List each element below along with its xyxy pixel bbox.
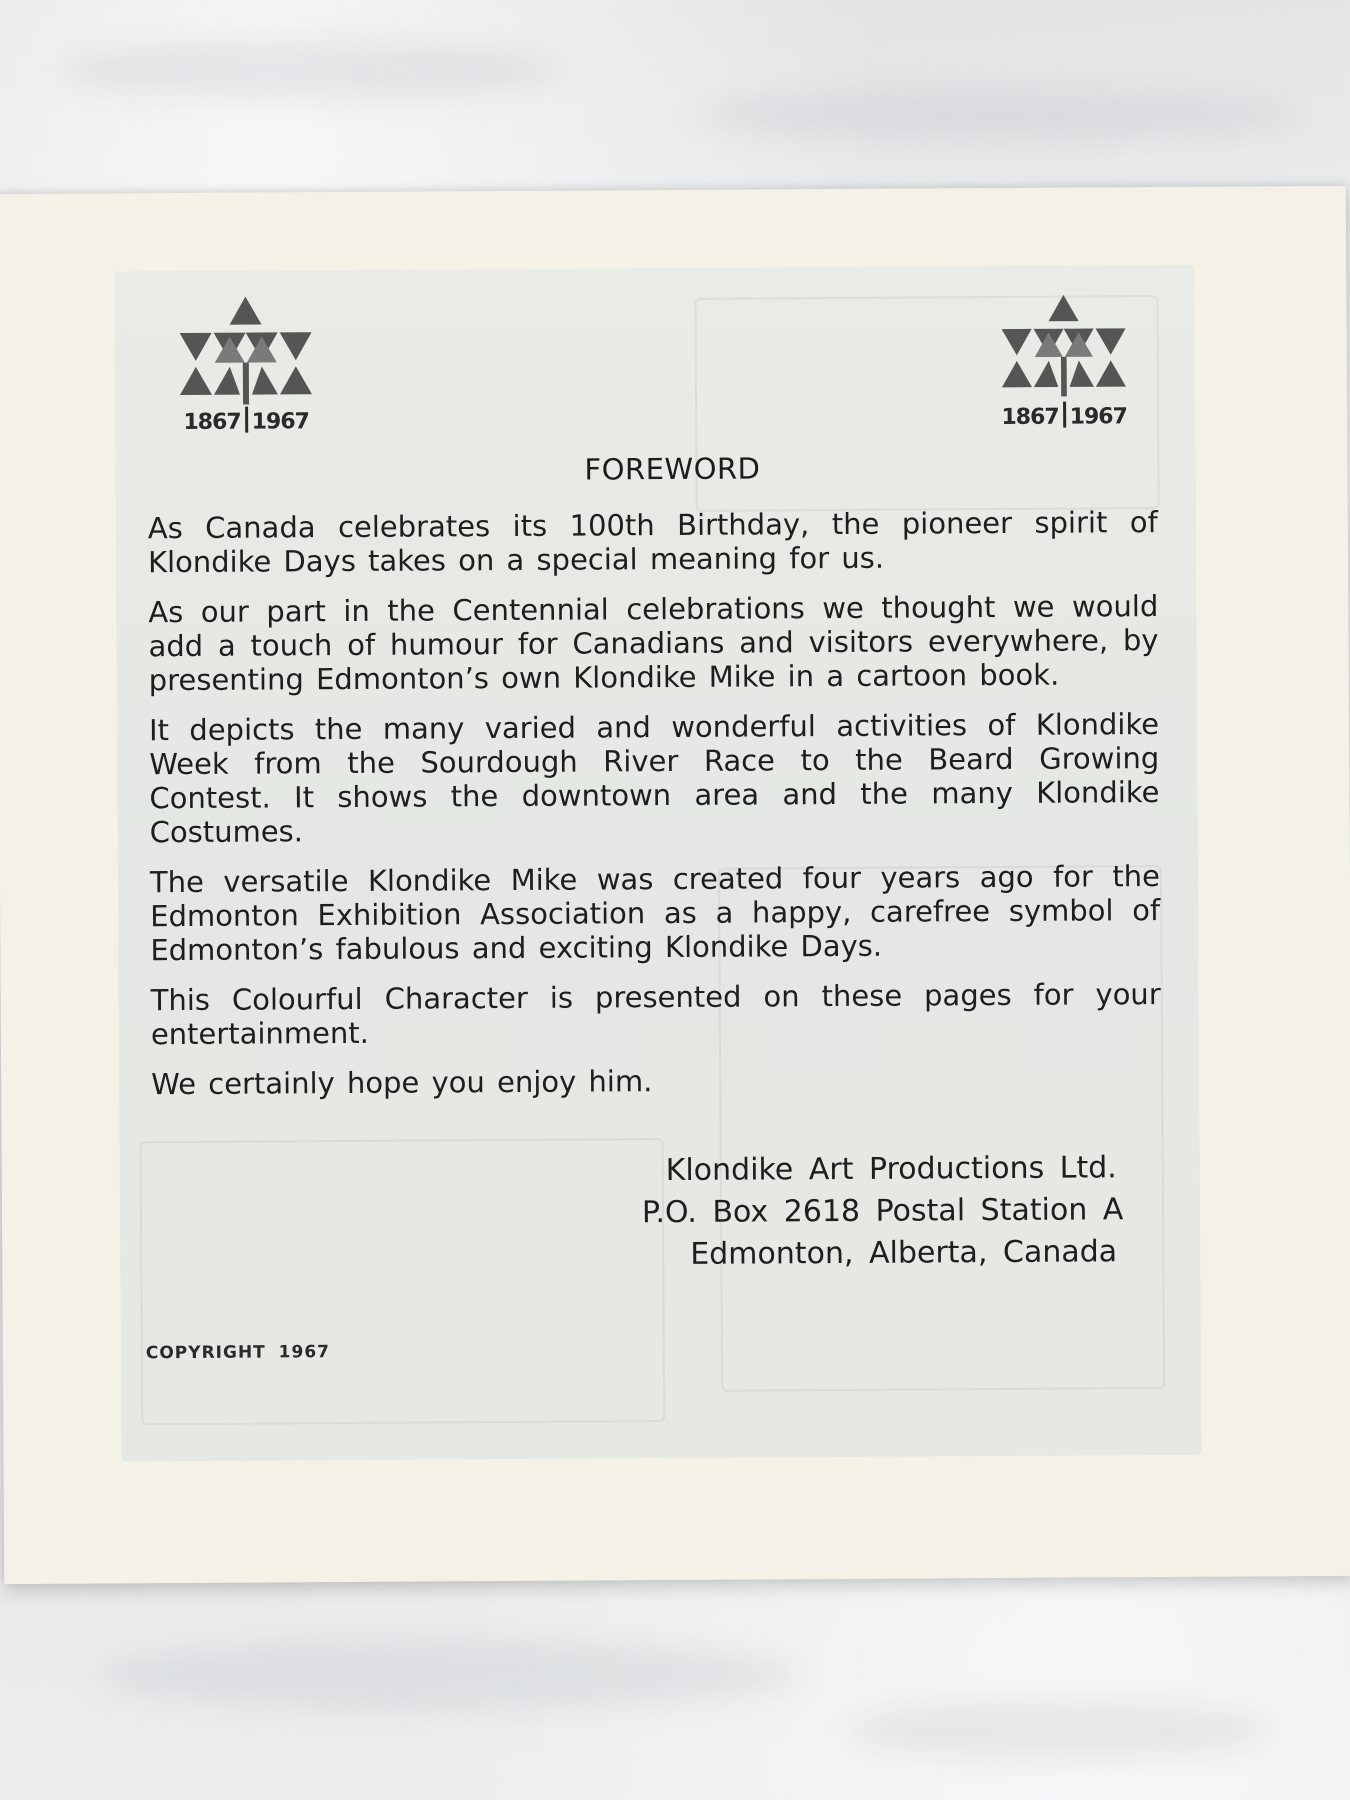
- page-title: FOREWORD: [584, 451, 761, 487]
- booklet-page: [0, 186, 1350, 1584]
- paragraph-closing: We certainly hope you enjoy him.: [151, 1064, 653, 1102]
- paragraph-activities: It depicts the many varied and wonderful activities of Klondike Week from the Sourdough River Race to the Beard Growing Contest. It shows the downtown area and the many Klondike Costumes.: [148, 707, 1160, 850]
- copyright-notice: COPYRIGHT 1967: [145, 1342, 331, 1364]
- paragraph-centennial: As Canada celebrates its 100th Birthday, the pioneer spirit of Klondike Days takes on a special meaning for us.: [147, 505, 1158, 580]
- centennial-maple-leaf-icon: [179, 296, 312, 405]
- address-line-city: Edmonton, Alberta, Canada: [690, 1234, 1118, 1272]
- publisher-address: [642, 1147, 1124, 1276]
- emblem-year-start: 1867: [1001, 404, 1059, 430]
- emblem-year-end: 1967: [251, 409, 309, 435]
- emblem-divider: [245, 407, 248, 433]
- emblem-years: [994, 401, 1134, 430]
- emblem-year-end: 1967: [1069, 404, 1127, 430]
- centennial-emblem-left: [175, 296, 316, 435]
- emblem-divider: [1063, 402, 1066, 428]
- paragraph-humour: As our part in the Centennial celebrations we thought we would add a touch of humour for Canadians and visitors everywhere, by presenting Edmonton’s own Klondike Mike in a cartoon book.: [148, 589, 1159, 698]
- cloth-fold: [100, 1640, 800, 1710]
- cloth-fold: [60, 40, 560, 100]
- paragraph-klondike-mike: The versatile Klondike Mike was created four years ago for the Edmonton Exhibition Association as a happy, carefree symbol of Edmonton’s fabulous and exciting Klondike Days.: [149, 859, 1161, 968]
- faded-frame: [140, 1138, 666, 1425]
- address-line-box: P.O. Box 2618 Postal Station A: [641, 1192, 1124, 1231]
- emblem-year-start: 1867: [183, 409, 241, 435]
- cloth-fold: [850, 1700, 1270, 1760]
- cloth-fold: [700, 90, 1300, 140]
- paragraph-character: This Colourful Character is presented on these pages for your entertainment.: [150, 977, 1161, 1052]
- centennial-maple-leaf-icon: [1001, 291, 1126, 400]
- foreword-body: [148, 505, 1162, 1117]
- emblem-years: [176, 406, 316, 435]
- centennial-emblem-right: [993, 291, 1134, 430]
- address-line-company: Klondike Art Productions Ltd.: [665, 1150, 1117, 1189]
